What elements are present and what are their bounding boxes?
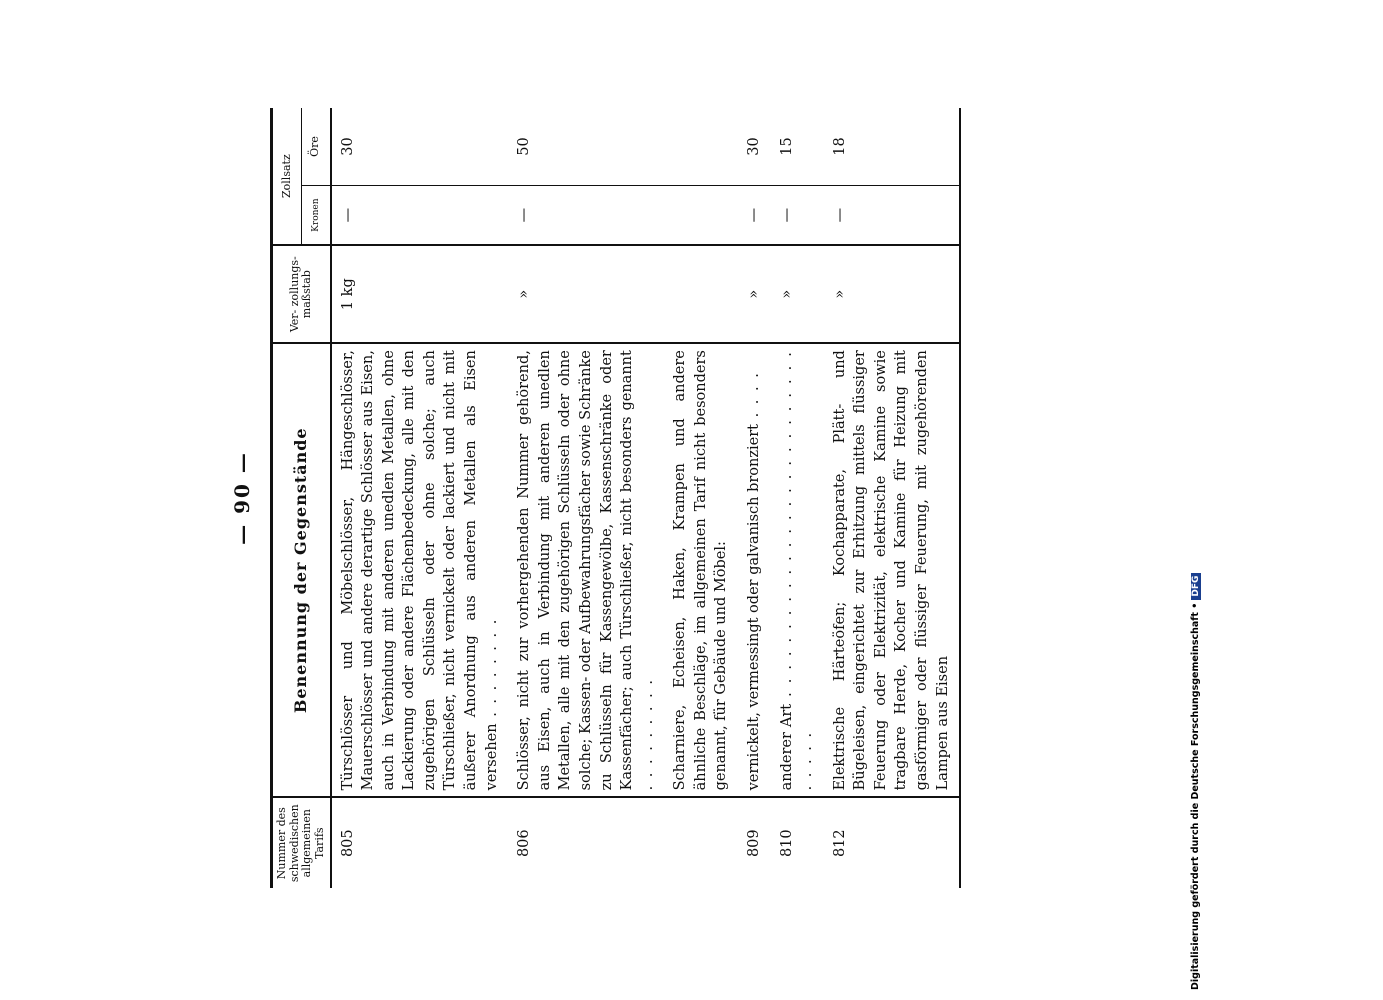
page-number: — 90 — [230, 451, 254, 545]
unit: » [771, 245, 824, 343]
dot-leaders: . . . . . . . . [483, 617, 500, 724]
rate-kronen: — [331, 186, 509, 246]
tariff-number: 810 [771, 797, 824, 888]
rate-ore: 15 [778, 137, 795, 156]
credit-text: Digitalisierung gefördert durch die Deutsche Forschungsgemeinschaft • [1190, 602, 1201, 990]
item-text: vernickelt, vermessingt oder galvanisch bronziert [745, 424, 762, 791]
tariff-number [664, 797, 738, 888]
dot-leaders: . . . . . . . . . . . . . . . . . . . . . . . . . . . . . . . [778, 350, 816, 791]
unit: » [824, 245, 960, 343]
rate-kronen: — [824, 186, 960, 246]
tariff-table [270, 108, 961, 888]
table-row [508, 108, 664, 888]
header-kronen: Kronen [301, 186, 330, 246]
rate-ore: 30 [339, 137, 356, 156]
unit: 1 kg [331, 245, 509, 343]
header-name: Benennung der Gegenstände [272, 343, 331, 797]
header-number: Nummer des schwedischen allgemeinen Tarifs [272, 797, 331, 888]
unit: » [508, 245, 664, 343]
table-row [331, 108, 509, 888]
table-row [824, 108, 960, 888]
item-description: Scharniere, Echeisen, Haken, Krampen und andere ähnliche Beschläge, im allgemeinen Tarif nicht besonders genannt, für Gebäude und Möbel: [664, 343, 738, 797]
tariff-number: 806 [508, 797, 664, 888]
rate-kronen [664, 186, 738, 246]
header-rate: Zollsatz [272, 108, 302, 245]
item-text: Türschlösser und Möbelschlösser, Hängeschlösser, Mauerschlösser und andere derartige Schlösser aus Eisen, auch in Verbindung mit anderen unedlen Metallen, ohne Lackierung oder andere Flächenbedeckung, alle mit den zugehörigen Schlüsseln oder ohne solche; auch Türschließer, nicht vernickelt oder lackiert und nicht mit äußerer Anordnung aus anderen Metallen als Eisen versehen [339, 350, 500, 791]
digitization-credit [1190, 575, 1201, 990]
unit: » [738, 245, 771, 343]
item-description [738, 343, 771, 797]
table-row [664, 108, 738, 888]
rate-kronen: — [771, 186, 824, 246]
table-header-row [272, 108, 302, 888]
header-ore: Öre [301, 108, 330, 186]
item-description [331, 343, 509, 797]
unit [664, 245, 738, 343]
rate-ore: 50 [516, 137, 533, 156]
item-description [508, 343, 664, 797]
tariff-number: 812 [824, 797, 960, 888]
table-row [738, 108, 771, 888]
dot-leaders: . . . . [745, 371, 762, 425]
rate-kronen: — [508, 186, 664, 246]
rate-ore [664, 108, 738, 186]
tariff-number: 809 [738, 797, 771, 888]
dot-leaders: . . . . . . . . . [639, 678, 656, 791]
item-text: anderer Art [778, 703, 795, 791]
tariff-number: 805 [331, 797, 509, 888]
rate-kronen: — [738, 186, 771, 246]
table-row [771, 108, 824, 888]
item-description: Elektrische Härteöfen; Kochapparate, Plätt- und Bügeleisen, eingerichtet zur Erhitzung mittels flüssiger Feuerung oder Elektrizität, elektrische Kamine sowie tragbare Herde, Kocher und Kamine für Heizung mit gasförmiger oder flüssiger Feuerung, mit zugehörenden Lampen aus Eisen [824, 343, 960, 797]
item-description [771, 343, 824, 797]
dfg-logo: DFG [1191, 573, 1201, 600]
header-unit: Ver- zollungs- maßstab [272, 245, 331, 343]
rate-ore: 30 [745, 137, 762, 156]
item-text: Schlösser, nicht zur vorhergehenden Nummer gehörend, aus Eisen, auch in Verbindung mit anderen unedlen Metallen, alle mit den zugehörigen Schlüsseln oder ohne solche; Kassen- oder Aufbewahrungsfächer sowie Schränke zu Schlüsseln für Kassengewölbe, Kassenschränke oder Kassenfächer; auch Türschließer, nicht besonders genannt [516, 350, 636, 791]
rotated-page [230, 108, 1175, 888]
rate-ore: 18 [831, 137, 848, 156]
